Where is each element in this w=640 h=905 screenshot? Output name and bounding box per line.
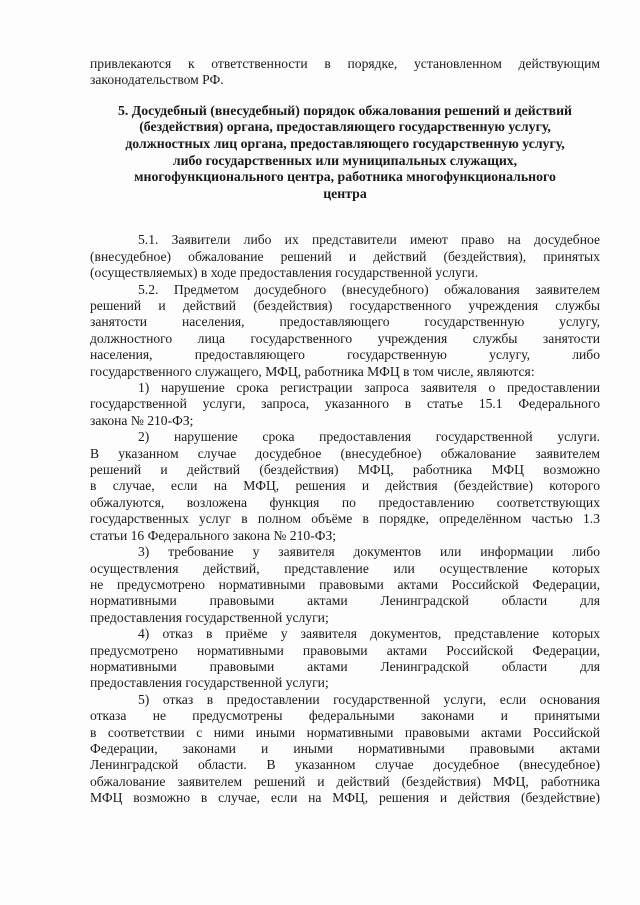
- paragraph-5-1: [90, 232, 600, 281]
- intro-line: законодательством РФ.: [90, 72, 224, 88]
- paragraph-item-3: [90, 544, 600, 626]
- section-heading-line: центра: [323, 185, 367, 201]
- paragraph-line: предоставления государственной услуги;: [90, 609, 329, 625]
- paragraph-line: 1) нарушение срока регистрации запроса заявителя о предоставлении: [138, 380, 600, 396]
- paragraph-line: В указанном случае досудебное (внесудебное) обжалование заявителем: [90, 445, 600, 461]
- paragraph-list: [90, 232, 600, 806]
- paragraph-line: решений и действий (бездействия) МФЦ, работника МФЦ возможно: [90, 462, 600, 478]
- section-heading-line: должностных лиц органа, предоставляющего государственную услугу,: [125, 136, 565, 151]
- paragraph-line: МФЦ возможно в случае, если на МФЦ, решения и действия (бездействие): [90, 790, 600, 806]
- paragraph-line: занятости населения, предоставляющего государственную услугу,: [90, 314, 600, 330]
- paragraph-line: (осуществляемых) в ходе предоставления государственной услуги.: [90, 265, 479, 281]
- paragraph-item-4: [90, 626, 600, 692]
- paragraph-item-5: [90, 692, 600, 807]
- paragraph-line: 5) отказ в предоставлении государственной услуги, если основания: [138, 691, 600, 707]
- paragraph-line: нормативными правовыми актами Ленинградской области для: [90, 593, 600, 609]
- paragraph-line: решений и действий (бездействия) государственного учреждения службы: [90, 298, 600, 313]
- section-heading-line: либо государственных или муниципальных служащих,: [172, 152, 518, 168]
- paragraph-line: Федерации, законами и иными нормативными правовыми актами: [90, 740, 600, 756]
- paragraph-line: 2) нарушение срока предоставления государственной услуги.: [138, 429, 600, 445]
- paragraph-line: 5.1. Заявители либо их представители имеют право на досудебное: [138, 232, 600, 248]
- paragraph-line: 4) отказ в приёме у заявителя документов, представление которых: [138, 626, 600, 642]
- paragraph-line: обжалование заявителем решений и действий (бездействия) МФЦ, работника: [90, 773, 600, 789]
- paragraph-line: в случае, если на МФЦ, решения и действия (бездействие) которого: [90, 478, 600, 494]
- paragraph-line: нормативными правовыми актами Ленинградской области для: [90, 658, 600, 674]
- paragraph-line: статьи 16 Федерального закона № 210-ФЗ;: [90, 527, 337, 543]
- intro-paragraph: [90, 56, 600, 89]
- paragraph-line: предоставления государственной услуги;: [90, 675, 329, 691]
- paragraph-line: государственного служащего, МФЦ, работника МФЦ в том числе, являются:: [90, 363, 535, 379]
- paragraph-line: населения, предоставляющего государственную услугу, либо: [90, 347, 600, 363]
- paragraph-line: осуществления действий, представление или осуществление которых: [90, 560, 600, 576]
- paragraph-line: предусмотрено нормативными правовыми актами Российской Федерации,: [90, 642, 600, 658]
- paragraph-line: должностного лица государственного учреждения службы занятости: [90, 330, 600, 346]
- paragraph-line: (внесудебное) обжалование решений и действий (бездействия), принятых: [90, 248, 600, 264]
- paragraph-line: не предусмотрено нормативными правовыми актами Российской Федерации,: [90, 576, 600, 592]
- section-heading: [90, 103, 600, 203]
- paragraph-line: закона № 210-ФЗ;: [90, 412, 194, 428]
- section-heading-line: 5. Досудебный (внесудебный) порядок обжалования решений и действий: [117, 102, 573, 118]
- paragraph-line: в соответствии с ними иными нормативными правовыми актами Российской: [90, 724, 600, 740]
- document-body: [90, 56, 600, 807]
- paragraph-item-2: [90, 429, 600, 544]
- paragraph-line: обжалуются, возложена функция по предоставлению соответствующих: [90, 494, 600, 510]
- paragraph-line: государственной услуги, запроса, указанного в статье 15.1 Федерального: [90, 396, 600, 412]
- section-heading-line: многофункционального центра, работника многофункционального: [134, 169, 556, 185]
- section-heading-line: (бездействия) органа, предоставляющего государственную услугу,: [139, 119, 551, 135]
- paragraph-item-1: [90, 380, 600, 429]
- paragraph-5-2: [90, 282, 600, 380]
- paragraph-line: 3) требование у заявителя документов или информации либо: [138, 544, 600, 560]
- paragraph-line: 5.2. Предметом досудебного (внесудебного) обжалования заявителем: [138, 281, 600, 297]
- paragraph-line: отказа не предусмотрены федеральными законами и принятыми: [90, 708, 600, 724]
- paragraph-line: Ленинградской области. В указанном случае досудебное (внесудебное): [90, 757, 600, 773]
- paragraph-line: государственных услуг в полном объёме в порядке, определённом частью 1.3: [90, 511, 600, 527]
- intro-line: привлекаются к ответственности в порядке, установленном действующим: [90, 56, 600, 71]
